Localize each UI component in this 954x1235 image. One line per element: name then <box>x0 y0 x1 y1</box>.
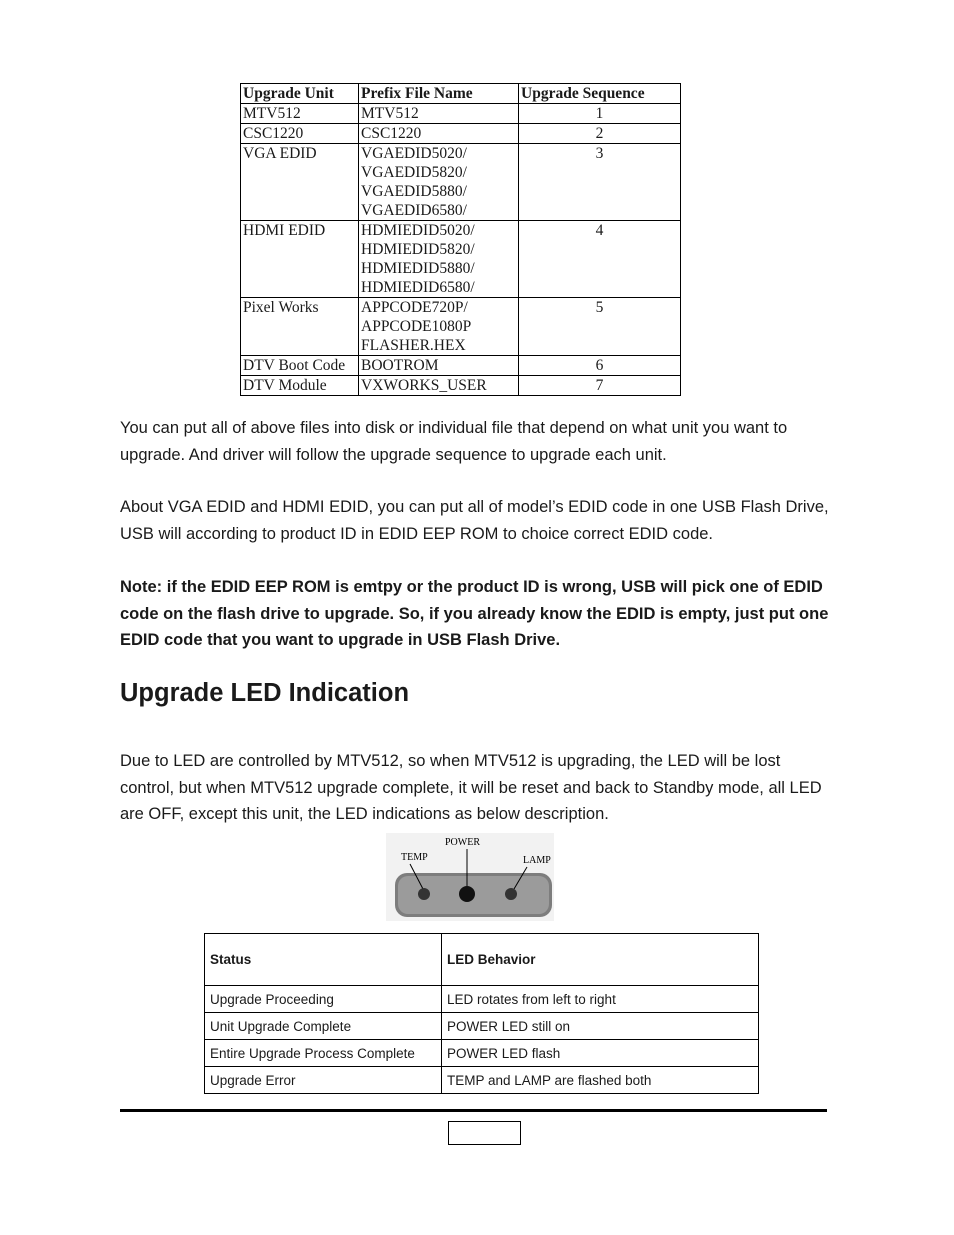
status-cell: Upgrade Proceeding <box>205 986 442 1013</box>
table-row <box>241 221 681 298</box>
upgrade-sequence-cell: 5 <box>519 298 681 356</box>
table-row <box>205 1040 759 1067</box>
prefix-file-name-cell <box>359 298 519 356</box>
note-paragraph: Note: if the EDID EEP ROM is emtpy or the product ID is wrong, USB will pick one of EDID code on the flash drive to upgrade. So, if you already know the EDID is empty, just put one EDID code that you want to upgrade in USB Flash Drive. <box>120 578 829 649</box>
prefix-line: CSC1220 <box>361 125 422 142</box>
table-row <box>241 144 681 221</box>
led-behavior-cell: POWER LED flash <box>442 1040 759 1067</box>
header-prefix-file-name: Prefix File Name <box>359 84 519 104</box>
upgrade-unit-cell: VGA EDID <box>241 144 359 221</box>
temp-label: TEMP <box>401 852 428 863</box>
prefix-line: VGAEDID6580/ <box>361 202 467 219</box>
upgrade-sequence-cell: 1 <box>519 104 681 124</box>
status-cell: Upgrade Error <box>205 1067 442 1094</box>
upgrade-sequence-cell: 3 <box>519 144 681 221</box>
prefix-file-name-cell <box>359 104 519 124</box>
section-heading: Upgrade LED Indication <box>120 679 410 707</box>
status-header-row <box>205 934 759 986</box>
header-upgrade-unit: Upgrade Unit <box>241 84 359 104</box>
prefix-line: HDMIEDID5820/ <box>361 241 475 258</box>
prefix-file-name-cell <box>359 124 519 144</box>
upgrade-sequence-table <box>240 83 681 396</box>
table-row <box>241 298 681 356</box>
led-behavior-cell: LED rotates from left to right <box>442 986 759 1013</box>
prefix-line: VGAEDID5820/ <box>361 164 467 181</box>
header-led-behavior: LED Behavior <box>442 934 759 986</box>
footer-rule <box>120 1109 827 1112</box>
status-cell: Unit Upgrade Complete <box>205 1013 442 1040</box>
upgrade-sequence-cell: 7 <box>519 376 681 396</box>
upgrade-unit-cell: CSC1220 <box>241 124 359 144</box>
prefix-line: APPCODE720P/ <box>361 299 468 316</box>
prefix-file-name-cell <box>359 144 519 221</box>
prefix-line: VGAEDID5020/ <box>361 145 467 162</box>
upgrade-unit-cell: DTV Module <box>241 376 359 396</box>
lamp-led-icon <box>505 888 517 900</box>
upgrade-unit-cell: MTV512 <box>241 104 359 124</box>
led-behavior-cell: POWER LED still on <box>442 1013 759 1040</box>
prefix-file-name-cell <box>359 356 519 376</box>
table-row <box>241 356 681 376</box>
upgrade-unit-cell: Pixel Works <box>241 298 359 356</box>
prefix-line: APPCODE1080P <box>361 318 472 335</box>
table-row <box>241 376 681 396</box>
table-row <box>205 1013 759 1040</box>
table-header-row <box>241 84 681 104</box>
upgrade-sequence-cell: 6 <box>519 356 681 376</box>
prefix-file-name-cell <box>359 221 519 298</box>
table-row <box>241 124 681 144</box>
files-paragraph: You can put all of above files into disk or individual file that depend on what unit you want to upgrade. And driver will follow the upgrade sequence to upgrade each unit. <box>120 419 788 464</box>
prefix-line: MTV512 <box>361 105 419 122</box>
power-label: POWER <box>445 837 480 848</box>
edid-paragraph: About VGA EDID and HDMI EDID, you can put all of model’s EDID code in one USB Flash Drive, USB will according to product ID in EDID EEP ROM to choice correct EDID code. <box>120 498 829 543</box>
header-status: Status <box>205 934 442 986</box>
upgrade-unit-cell: HDMI EDID <box>241 221 359 298</box>
prefix-line: VXWORKS_USER <box>361 377 487 394</box>
prefix-line: HDMIEDID5880/ <box>361 260 475 277</box>
power-led-icon <box>459 886 475 902</box>
table-row <box>205 1067 759 1094</box>
led-intro-paragraph: Due to LED are controlled by MTV512, so when MTV512 is upgrading, the LED will be lost control, but when MTV512 upgrade complete, it will be reset and back to Standby mode, all LED are OFF, except this unit, the LED indications as below description. <box>120 752 822 823</box>
prefix-line: VGAEDID5880/ <box>361 183 467 200</box>
prefix-line: BOOTROM <box>361 357 439 374</box>
prefix-line: HDMIEDID6580/ <box>361 279 475 296</box>
table-row <box>205 986 759 1013</box>
table-row <box>241 104 681 124</box>
prefix-file-name-cell <box>359 376 519 396</box>
upgrade-unit-cell: DTV Boot Code <box>241 356 359 376</box>
upgrade-sequence-cell: 2 <box>519 124 681 144</box>
lamp-label: LAMP <box>523 855 551 866</box>
led-behavior-cell: TEMP and LAMP are flashed both <box>442 1067 759 1094</box>
upgrade-sequence-cell: 4 <box>519 221 681 298</box>
led-status-table <box>204 933 759 1094</box>
temp-led-icon <box>418 888 430 900</box>
status-cell: Entire Upgrade Process Complete <box>205 1040 442 1067</box>
prefix-line: HDMIEDID5020/ <box>361 222 475 239</box>
led-panel-illustration <box>386 833 554 921</box>
prefix-line: FLASHER.HEX <box>361 337 466 354</box>
header-upgrade-sequence: Upgrade Sequence <box>519 84 681 104</box>
page-number-box <box>448 1121 521 1145</box>
